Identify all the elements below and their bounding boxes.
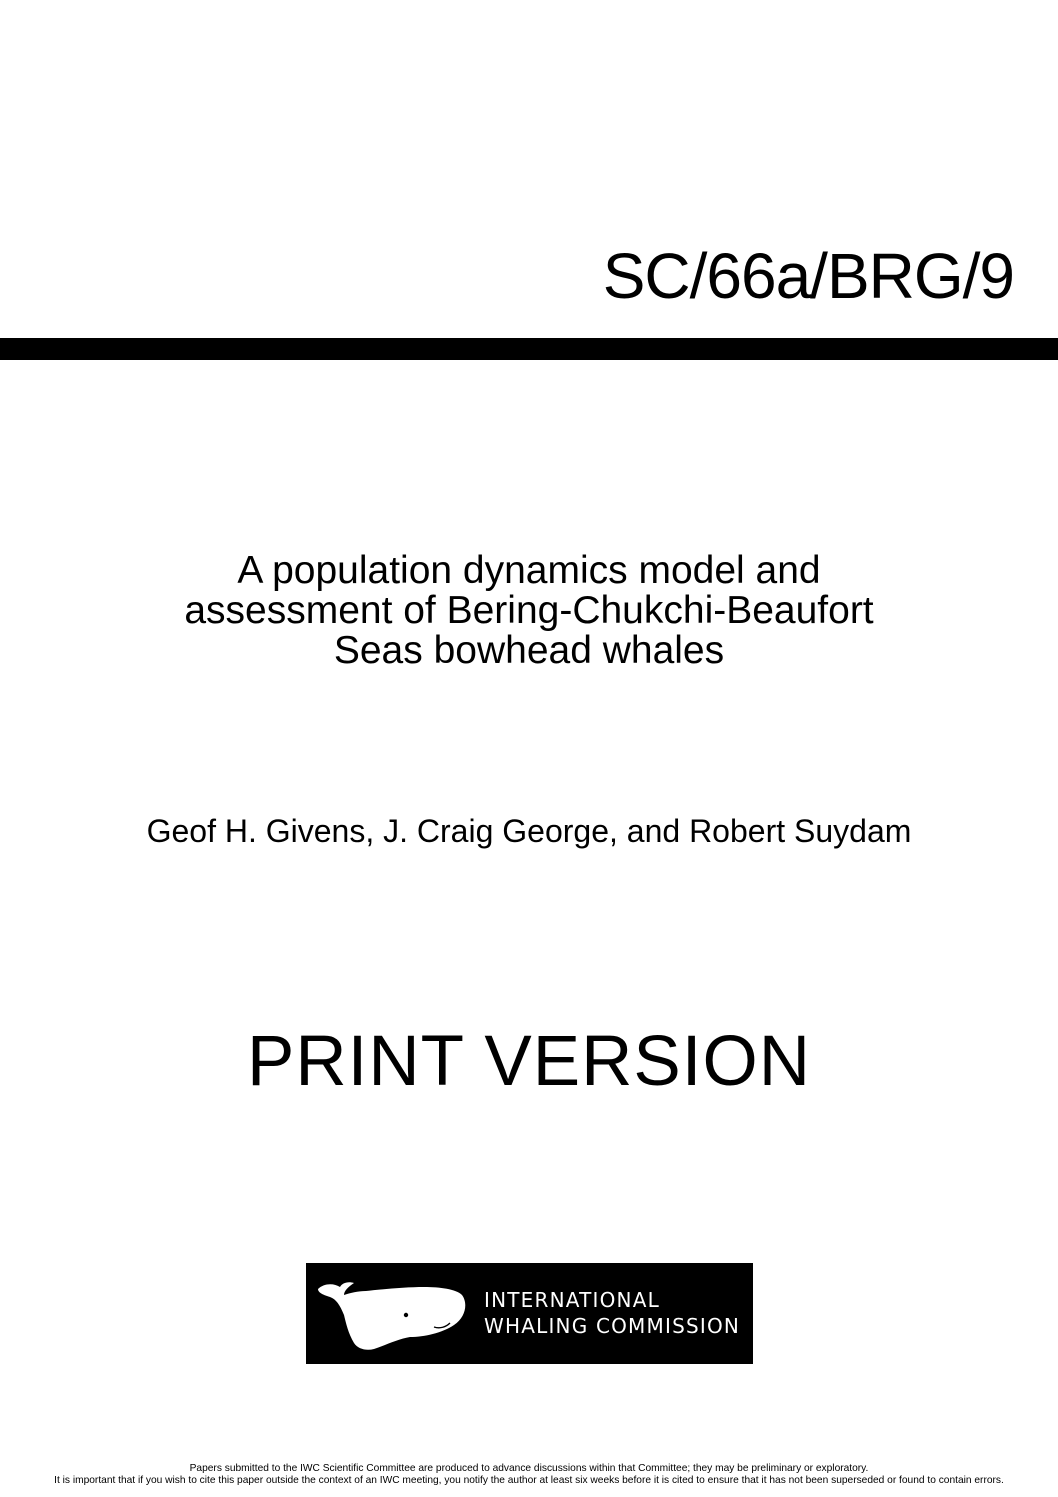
paper-title-line: assessment of Bering-Chukchi-Beaufort — [184, 589, 874, 632]
header-rule — [0, 338, 1058, 360]
paper-title — [0, 551, 1058, 671]
authors: Geof H. Givens, J. Craig George, and Robert Suydam — [146, 813, 912, 849]
iwc-logo — [306, 1263, 753, 1364]
version-label: PRINT VERSION — [246, 1022, 811, 1101]
disclaimer — [0, 1463, 1058, 1487]
paper-title-line: A population dynamics model and — [237, 549, 821, 592]
logo-text — [484, 1287, 740, 1339]
logo-text-line2: WHALING COMMISSION — [484, 1314, 741, 1338]
paper-title-line: Seas bowhead whales — [333, 629, 725, 672]
logo-text-line1: INTERNATIONAL — [484, 1288, 660, 1312]
disclaimer-line: It is important that if you wish to cite this paper outside the context of an IWC meeting, you notify the author at least six weeks before it is cited to ensure that it has not been superseded or found to contain errors. — [54, 1475, 1004, 1486]
document-code: SC/66a/BRG/9 — [602, 240, 1014, 312]
whale-icon — [314, 1275, 474, 1353]
disclaimer-line: Papers submitted to the IWC Scientific Committee are produced to advance discussions within that Committee; they may be preliminary or exploratory. — [189, 1463, 869, 1474]
